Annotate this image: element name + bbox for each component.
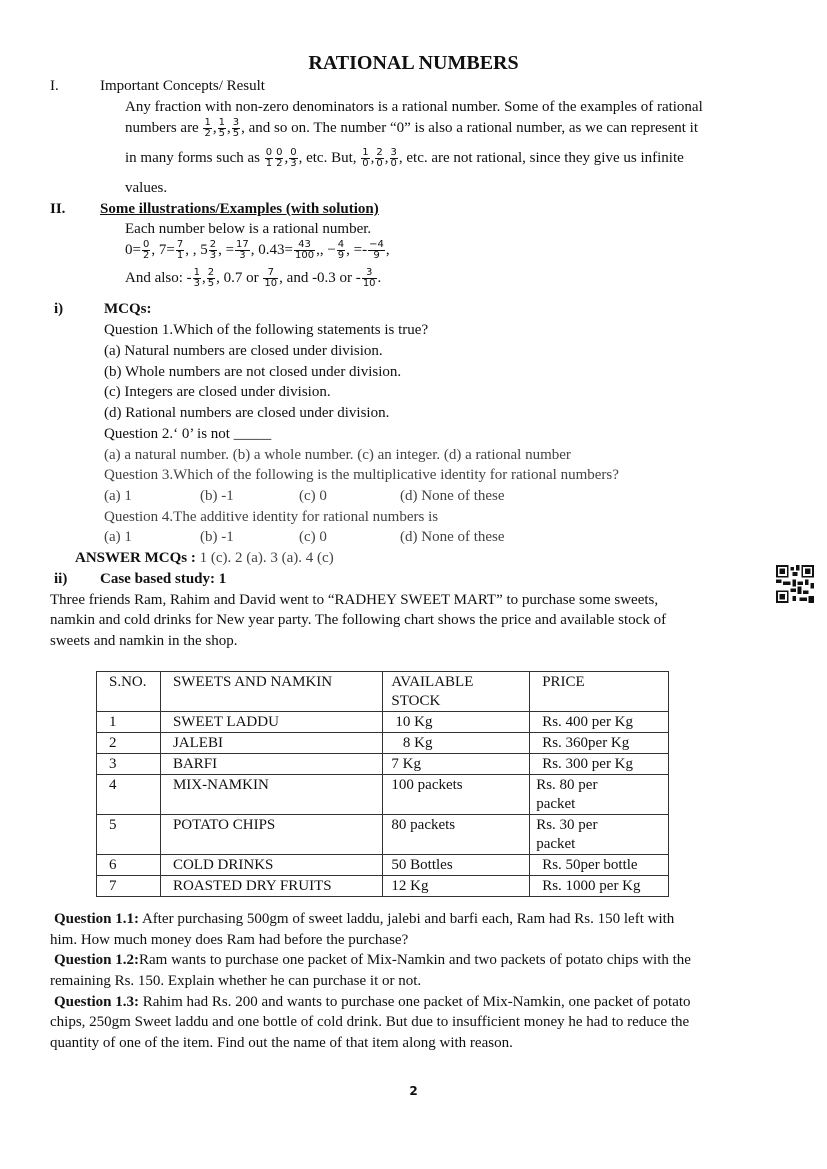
question-text: Ram wants to purchase one packet of Mix-Namkin and two packets of potato chips with the [139, 952, 691, 968]
question-label: Question 1.3: [54, 994, 140, 1010]
cell: 1 [97, 712, 161, 733]
fraction: $\frac{0}{3}$ [290, 147, 297, 169]
cell: 7 Kg [383, 754, 530, 775]
question-label: Question 1.2: [54, 952, 140, 968]
cell: Rs. 50per bottle [530, 855, 669, 876]
q3-option-b: (b) -1 [200, 488, 234, 504]
cell: BARFI [160, 754, 382, 775]
q4-option-d: (d) None of these [400, 529, 505, 545]
case-question-1-1-cont: him. How much money does Ram had before the purchase? [50, 932, 409, 948]
question-text: Rahim had Rs. 200 and wants to purchase one packet of Mix-Namkin, one packet of potato [139, 994, 691, 1010]
case-para-line-1: Three friends Ram, Rahim and David went to “RADHEY SWEET MART” to purchase some sweets, [50, 592, 659, 608]
mcq-heading: MCQs: [104, 301, 152, 317]
q3-option-c: (c) 0 [299, 488, 327, 504]
case-para-line-3: sweets and namkin in the shop. [50, 633, 238, 649]
case-numeral: ii) [54, 571, 68, 587]
fraction: $\frac{1}{5}$ [218, 117, 225, 139]
case-question-1-3 [50, 994, 691, 1011]
page-title: RATIONAL NUMBERS [308, 52, 519, 74]
cell: 4 [97, 775, 161, 815]
question-3: Question 3.Which of the following is the multiplicative identity for rational numbers? [104, 467, 619, 483]
table-row [97, 855, 669, 876]
answer-label: ANSWER MCQs : [75, 550, 196, 566]
fraction: $\frac{2}{3}$ [209, 239, 217, 261]
concept-line-3: in many forms such as $\frac{0}{1}$ $\frac{0}{2}$ , $\frac{0}{3}$ , etc. But, $\frac{1}{0}$ , $\frac{2}{0}$ , $\frac{3}{0}$ , etc. are not rational, since they give us infinite [125, 147, 684, 169]
price-stock-table [96, 671, 669, 897]
fraction: $\frac{2}{5}$ [207, 267, 215, 289]
fraction: $\frac{17}{3}$ [236, 239, 249, 261]
fraction: $\frac{1}{0}$ [362, 147, 369, 169]
question-1: Question 1.Which of the following statements is true? [104, 322, 429, 338]
table-row [97, 712, 669, 733]
fraction: $\frac{0}{1}$ [265, 147, 273, 169]
cell: 8 Kg [383, 733, 530, 754]
fraction: $\frac{3}{5}$ [232, 117, 240, 139]
case-question-1-2 [50, 952, 691, 969]
examples-intro: Each number below is a rational number. [125, 221, 372, 237]
table-row [97, 876, 669, 897]
case-heading: Case based study: 1 [100, 571, 227, 587]
header-stock: AVAILABLE STOCK [383, 672, 530, 712]
q3-option-d: (d) None of these [400, 488, 505, 504]
section-1-heading: Important Concepts/ Result [100, 78, 265, 94]
cell: 5 [97, 815, 161, 855]
q1-option-b: (b) Whole numbers are not closed under division. [104, 364, 402, 380]
q3-option-a: (a) 1 [104, 488, 132, 504]
fraction: $\frac{43}{100}$ [294, 239, 315, 261]
section-1-numeral: I. [50, 78, 59, 94]
cell: 12 Kg [383, 876, 530, 897]
fraction: $\frac{7}{1}$ [176, 239, 184, 261]
fraction: $\frac{1}{2}$ [204, 117, 211, 139]
question-4: Question 4.The additive identity for rational numbers is [104, 509, 439, 525]
fraction: $\frac{0}{2}$ [276, 147, 283, 169]
case-question-1-3-cont-2: quantity of one of the item. Find out the name of that item along with reason. [50, 1035, 513, 1051]
header-sno: S.NO. [97, 672, 161, 712]
text: in many forms such as [125, 149, 260, 166]
header-item: SWEETS AND NAMKIN [160, 672, 382, 712]
table-row [97, 815, 669, 855]
q4-option-a: (a) 1 [104, 529, 132, 545]
fraction: $\frac{1}{3}$ [193, 267, 201, 289]
mcq-answers [75, 550, 334, 567]
cell: Rs. 1000 per Kg [530, 876, 669, 897]
question-text: After purchasing 500gm of sweet laddu, jalebi and barfi each, Ram had Rs. 150 left with [139, 911, 675, 927]
q4-option-c: (c) 0 [299, 529, 327, 545]
text: , and so on. The number “0” is also a rational number, as we can represent it [241, 119, 698, 136]
question-2: Question 2.‘ 0’ is not _____ [104, 426, 272, 442]
fraction: $\frac{7}{10}$ [264, 267, 278, 289]
cell: 80 packets [383, 815, 530, 855]
case-question-1-1 [50, 911, 674, 928]
table-row [97, 775, 669, 815]
cell: 10 Kg [383, 712, 530, 733]
cell: 6 [97, 855, 161, 876]
fraction: $\frac{3}{10}$ [362, 267, 376, 289]
concept-line-4: values. [125, 180, 168, 196]
cell: Rs. 30 per packet [530, 815, 669, 855]
table-row [97, 754, 669, 775]
cell: SWEET LADDU [160, 712, 382, 733]
fraction: $\frac{0}{2}$ [142, 239, 150, 261]
section-2-heading: Some illustrations/Examples (with solution) [100, 201, 379, 217]
cell: 7 [97, 876, 161, 897]
cell: Rs. 300 per Kg [530, 754, 669, 775]
cell: 50 Bottles [383, 855, 530, 876]
case-question-1-2-cont: remaining Rs. 150. Explain whether he can purchase it or not. [50, 973, 422, 989]
q4-option-b: (b) -1 [200, 529, 234, 545]
table-header-row [97, 672, 669, 712]
fraction: $\frac{4}{9}$ [337, 239, 345, 261]
case-question-1-3-cont-1: chips, 250gm Sweet laddu and one bottle of cold drink. But due to insufficient money he had to reduce the [50, 1014, 690, 1030]
examples-line-2: And also: - $\frac{1}{3}$ , $\frac{2}{5}$ , 0.7 or $\frac{7}{10}$ , and -0.3 or - $\frac{3}{10}$ . [125, 267, 382, 289]
cell: 100 packets [383, 775, 530, 815]
fraction: $\frac{2}{0}$ [376, 147, 383, 169]
cell: MIX-NAMKIN [160, 775, 382, 815]
cell: COLD DRINKS [160, 855, 382, 876]
cell: Rs. 360per Kg [530, 733, 669, 754]
question-label: Question 1.1: [54, 911, 140, 927]
concept-line-1: Any fraction with non-zero denominators is a rational number. Some of the examples of rational [125, 99, 703, 115]
q2-options: (a) a natural number. (b) a whole number. (c) an integer. (d) a rational number [104, 447, 571, 463]
fraction: $\frac{-4}{9}$ [369, 239, 384, 261]
section-2-numeral: II. [50, 201, 66, 217]
mcq-numeral: i) [54, 301, 64, 317]
page-number: 2 [409, 1084, 418, 1098]
header-price: PRICE [530, 672, 669, 712]
text: , etc. are not rational, since they give us infinite [398, 149, 684, 166]
cell: Rs. 400 per Kg [530, 712, 669, 733]
concept-line-2: numbers are $\frac{1}{2}$ , $\frac{1}{5}$ , $\frac{3}{5}$ , and so on. The number “0” is also a rational number, as we can represent it [125, 117, 698, 139]
text: numbers are [125, 119, 199, 136]
qr-code-icon [776, 564, 814, 604]
q1-option-a: (a) Natural numbers are closed under division. [104, 343, 383, 359]
q1-option-d: (d) Rational numbers are closed under division. [104, 405, 390, 421]
cell: ROASTED DRY FRUITS [160, 876, 382, 897]
cell: POTATO CHIPS [160, 815, 382, 855]
cell: JALEBI [160, 733, 382, 754]
q1-option-c: (c) Integers are closed under division. [104, 384, 331, 400]
case-para-line-2: namkin and cold drinks for New year party. The following chart shows the price and available stock of [50, 612, 667, 628]
cell: 2 [97, 733, 161, 754]
answer-text: 1 (c). 2 (a). 3 (a). 4 (c) [195, 550, 334, 566]
examples-line-1: 0= $\frac{0}{2}$ , 7= $\frac{7}{1}$ , , 5 $\frac{2}{3}$ , = $\frac{17}{3}$ , 0.43= $\frac{43}{100}$ ,, − $\frac{4}{9}$ , =- $\frac{-4}{9}$ , [125, 239, 390, 261]
table-row [97, 733, 669, 754]
text: , etc. But, [298, 149, 357, 166]
fraction: $\frac{3}{0}$ [390, 147, 397, 169]
cell: 3 [97, 754, 161, 775]
cell: Rs. 80 per packet [530, 775, 669, 815]
